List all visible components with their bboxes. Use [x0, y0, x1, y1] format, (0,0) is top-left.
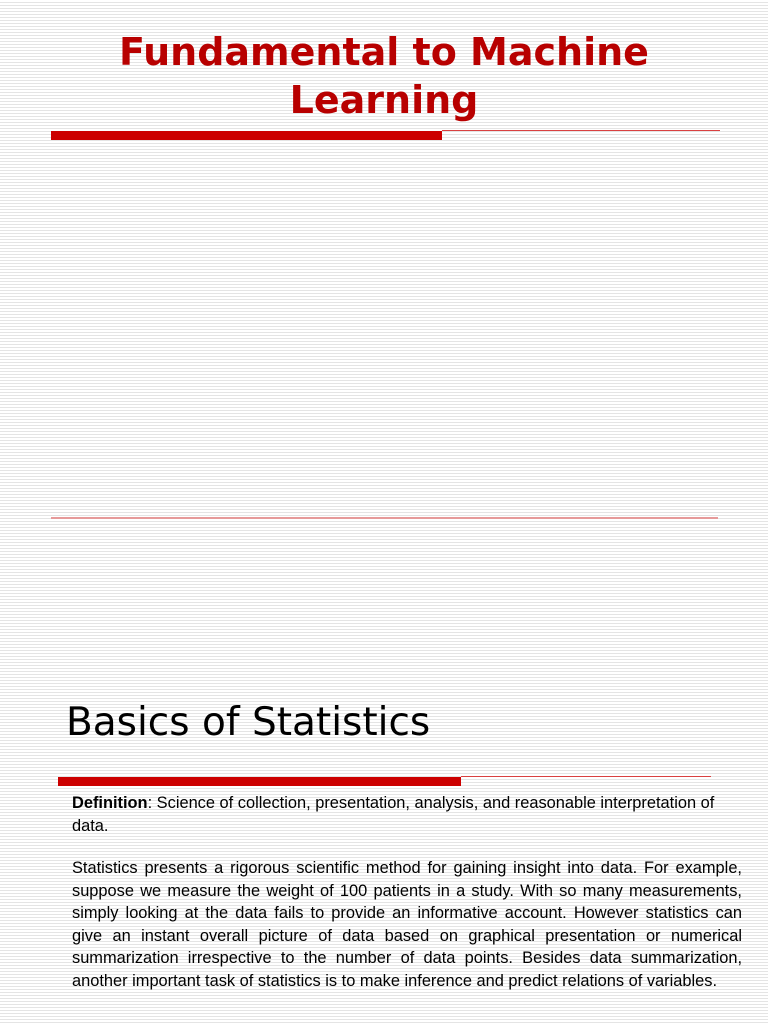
slide-2-title-rule-thick [58, 777, 461, 786]
slide-divider [51, 517, 718, 519]
statistics-paragraph: Statistics presents a rigorous scientific method for gaining insight into data. For example, suppose we measure the weight of 100 patients in a study. With so many measurements, simply looking at the data fails to provide an informative account. However statistics can give an instant overall picture of data based on graphical presentation or numerical summarization irrespective to the number of data points. Besides data summarization, another important task of statistics is to make inference and predict relations of variables. [72, 859, 742, 990]
slide-1-title-rule-thin [442, 130, 720, 131]
definition-text [72, 792, 742, 837]
definition-body: : Science of collection, presentation, analysis, and reasonable interpretation of data. [72, 794, 715, 835]
slide-1-title: Fundamental to Machine Learning [119, 30, 649, 122]
slide-2-title: Basics of Statistics [66, 700, 431, 745]
definition-term: Definition [72, 794, 148, 812]
slide-2-title-rule-thin [461, 776, 711, 777]
slide-1-title-rule-thick [51, 131, 442, 140]
